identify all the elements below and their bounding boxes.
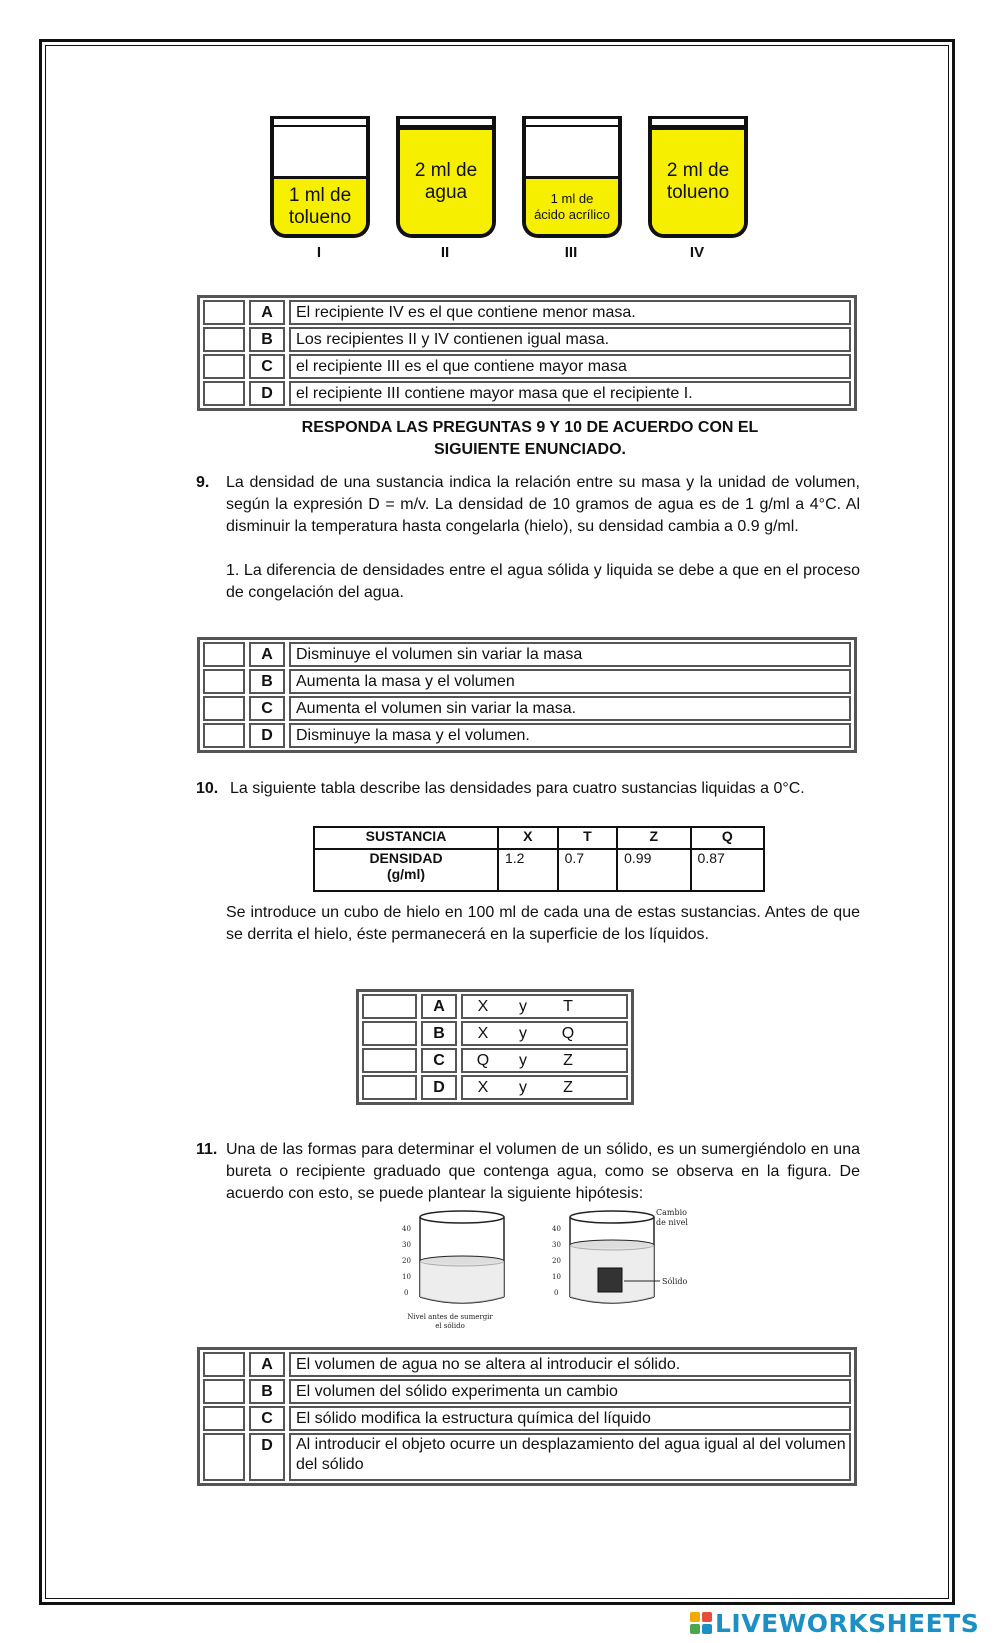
question-number: 9.	[196, 474, 210, 491]
beaker-roman-numeral: I	[316, 244, 322, 261]
option-text: el recipiente III contiene mayor masa que el recipiente I.	[289, 381, 851, 406]
answer-checkbox[interactable]	[203, 669, 245, 694]
beaker-roman-numeral: II	[440, 244, 450, 261]
option-letter: D	[249, 381, 285, 406]
cylinder-before	[402, 1211, 504, 1330]
option-row	[203, 696, 851, 721]
option-connector: y	[519, 1025, 527, 1042]
option-connector: y	[519, 1079, 527, 1096]
answer-checkbox[interactable]	[203, 1379, 245, 1404]
option-text	[461, 1021, 628, 1046]
answer-checkbox[interactable]	[203, 354, 245, 379]
option-row	[362, 1048, 628, 1073]
answer-checkbox[interactable]	[203, 1433, 245, 1481]
answer-checkbox[interactable]	[362, 994, 417, 1019]
option-letter: A	[249, 642, 285, 667]
option-text: El recipiente IV es el que contiene menor masa.	[289, 300, 851, 325]
graduated-cylinder-figure	[380, 1205, 700, 1333]
option-substance: Q	[476, 1052, 490, 1069]
figure-caption: Nivel antes de sumergir	[407, 1313, 493, 1321]
figure-caption: el sólido	[435, 1322, 465, 1330]
table-header-density	[314, 849, 498, 891]
beakers-figure	[270, 116, 770, 276]
beaker-1	[270, 116, 368, 261]
option-letter: A	[421, 994, 457, 1019]
option-row	[203, 1352, 851, 1377]
scale-label: 10	[402, 1273, 411, 1281]
beaker-roman-numeral: IV	[689, 244, 705, 261]
section-heading	[200, 417, 860, 461]
density-unit: (g/ml)	[386, 866, 426, 882]
option-substance: X	[477, 1025, 489, 1042]
q11-options-table	[197, 1347, 857, 1486]
option-connector: y	[519, 998, 527, 1015]
option-row	[203, 327, 851, 352]
answer-checkbox[interactable]	[362, 1021, 417, 1046]
beaker-vessel	[648, 116, 748, 238]
option-text: Aumenta la masa y el volumen	[289, 669, 851, 694]
table-substance: Q	[691, 827, 764, 849]
question-text: Se introduce un cubo de hielo en 100 ml de cada una de estas sustancias. Antes de que se derrita el hielo, éste permanecerá en la superficie de los líquidos.	[226, 904, 860, 943]
beaker-liquid	[400, 127, 492, 234]
option-letter: C	[249, 354, 285, 379]
option-letter: C	[249, 696, 285, 721]
option-row	[203, 1406, 851, 1431]
option-text: Los recipientes II y IV contienen igual masa.	[289, 327, 851, 352]
question-number: 11.	[196, 1141, 218, 1158]
density-table	[313, 826, 765, 892]
answer-checkbox[interactable]	[203, 723, 245, 748]
option-text: Disminuye el volumen sin variar la masa	[289, 642, 851, 667]
option-letter: C	[249, 1406, 285, 1431]
scale-label: 0	[404, 1289, 409, 1297]
answer-checkbox[interactable]	[203, 300, 245, 325]
solid-object	[598, 1268, 622, 1292]
figure-label-change: de nivel	[656, 1218, 688, 1227]
option-letter: D	[421, 1075, 457, 1100]
beaker-label: agua	[424, 182, 468, 203]
option-letter: B	[249, 327, 285, 352]
liveworksheets-logo	[690, 1608, 979, 1638]
table-density-value: 0.99	[617, 849, 690, 891]
beaker-label: 1 ml de	[550, 190, 594, 206]
option-substance: Q	[561, 1025, 575, 1042]
q8-options-table	[197, 295, 857, 411]
question-number: 10.	[196, 780, 219, 797]
beaker-label: 2 ml de	[414, 160, 478, 181]
option-text: El volumen de agua no se altera al introducir el sólido.	[289, 1352, 851, 1377]
scale-label: 40	[402, 1225, 411, 1233]
option-text: Al introducir el objeto ocurre un desplazamiento del agua igual al del volumen del sólido	[289, 1433, 851, 1481]
option-text	[461, 994, 628, 1019]
scale-label: 30	[402, 1241, 411, 1249]
option-row	[203, 723, 851, 748]
answer-checkbox[interactable]	[362, 1075, 417, 1100]
option-letter: D	[249, 723, 285, 748]
option-substance: X	[477, 1079, 489, 1096]
question-subtext: 1. La diferencia de densidades entre el agua sólida y liquida se debe a que en el proceso de congelación del agua.	[226, 562, 860, 601]
answer-checkbox[interactable]	[203, 1352, 245, 1377]
option-text	[461, 1048, 628, 1073]
option-row	[203, 381, 851, 406]
table-substance: T	[558, 827, 618, 849]
option-substance: Z	[563, 1079, 573, 1096]
answer-checkbox[interactable]	[203, 696, 245, 721]
option-substance: T	[563, 998, 573, 1015]
q9-options-table	[197, 637, 857, 753]
option-row	[203, 669, 851, 694]
question-text: La densidad de una sustancia indica la relación entre su masa y la unidad de volumen, según la expresión D = m/v. La densidad de 10 gramos de agua es de 1 g/ml a 4°C. Al disminuir la temperatura hasta congelarla (hielo), su densidad cambia a 0.9 g/ml.	[226, 474, 860, 535]
beaker-liquid	[652, 127, 744, 234]
answer-checkbox[interactable]	[203, 642, 245, 667]
q10-options-table	[356, 989, 634, 1105]
beaker-label: tolueno	[288, 206, 352, 228]
option-text: Aumenta el volumen sin variar la masa.	[289, 696, 851, 721]
option-text	[461, 1075, 628, 1100]
beaker-label: 1 ml de	[288, 184, 352, 206]
option-row	[203, 354, 851, 379]
table-substance: X	[498, 827, 558, 849]
answer-checkbox[interactable]	[203, 381, 245, 406]
cylinder-after	[552, 1208, 688, 1303]
table-header-substance: SUSTANCIA	[314, 827, 498, 849]
beaker-label: ácido acrílico	[534, 206, 610, 222]
scale-label: 30	[552, 1241, 561, 1249]
scale-label: 20	[552, 1257, 561, 1265]
option-row	[362, 1075, 628, 1100]
scale-label: 20	[402, 1257, 411, 1265]
answer-checkbox[interactable]	[203, 327, 245, 352]
beaker-liquid	[526, 176, 618, 234]
option-letter: C	[421, 1048, 457, 1073]
option-text: El sólido modifica la estructura química del líquido	[289, 1406, 851, 1431]
table-density-value: 0.87	[691, 849, 764, 891]
option-letter: B	[249, 669, 285, 694]
beaker-2	[396, 116, 494, 261]
option-row	[362, 1021, 628, 1046]
beaker-4	[648, 116, 746, 261]
brand-name: LIVEWORKSHEETS	[715, 1608, 980, 1638]
beaker-label: tolueno	[666, 182, 730, 203]
option-row	[203, 642, 851, 667]
scale-label: 0	[554, 1289, 559, 1297]
option-substance: X	[477, 998, 489, 1015]
option-letter: B	[249, 1379, 285, 1404]
density-label: DENSIDAD	[369, 850, 443, 866]
beaker-vessel	[522, 116, 622, 238]
beaker-vessel	[396, 116, 496, 238]
option-letter: A	[249, 300, 285, 325]
option-row	[203, 1379, 851, 1404]
option-letter: D	[249, 1433, 285, 1481]
option-letter: A	[249, 1352, 285, 1377]
beaker-3	[522, 116, 620, 261]
answer-checkbox[interactable]	[203, 1406, 245, 1431]
option-letter: B	[421, 1021, 457, 1046]
question-text: Una de las formas para determinar el volumen de un sólido, es un sumergiéndolo en una bureta o recipiente graduado que contenga agua, como se observa en la figura. De acuerdo con esto, se puede plantear la siguiente hipótesis:	[226, 1141, 860, 1202]
table-density-value: 1.2	[498, 849, 558, 891]
table-substance: Z	[617, 827, 690, 849]
heading-line: SIGUIENTE ENUNCIADO.	[433, 441, 626, 458]
beaker-vessel	[270, 116, 370, 238]
table-density-value: 0.7	[558, 849, 618, 891]
beaker-liquid	[274, 176, 366, 234]
scale-label: 40	[552, 1225, 561, 1233]
beaker-label: 2 ml de	[666, 160, 730, 181]
figure-label-solid: Sólido	[662, 1277, 688, 1286]
figure-label-change: Cambio	[656, 1208, 687, 1217]
brand-icon	[690, 1612, 712, 1634]
question-text: La siguiente tabla describe las densidades para cuatro sustancias liquidas a 0°C.	[230, 780, 805, 797]
option-text: Disminuye la masa y el volumen.	[289, 723, 851, 748]
scale-label: 10	[552, 1273, 561, 1281]
option-row	[362, 994, 628, 1019]
beaker-roman-numeral: III	[564, 244, 578, 261]
option-connector: y	[519, 1052, 527, 1069]
option-substance: Z	[563, 1052, 573, 1069]
option-row	[203, 300, 851, 325]
option-text: el recipiente III es el que contiene mayor masa	[289, 354, 851, 379]
answer-checkbox[interactable]	[362, 1048, 417, 1073]
option-row	[203, 1433, 851, 1481]
heading-line: RESPONDA LAS PREGUNTAS 9 Y 10 DE ACUERDO CON EL	[301, 419, 759, 436]
option-text: El volumen del sólido experimenta un cambio	[289, 1379, 851, 1404]
